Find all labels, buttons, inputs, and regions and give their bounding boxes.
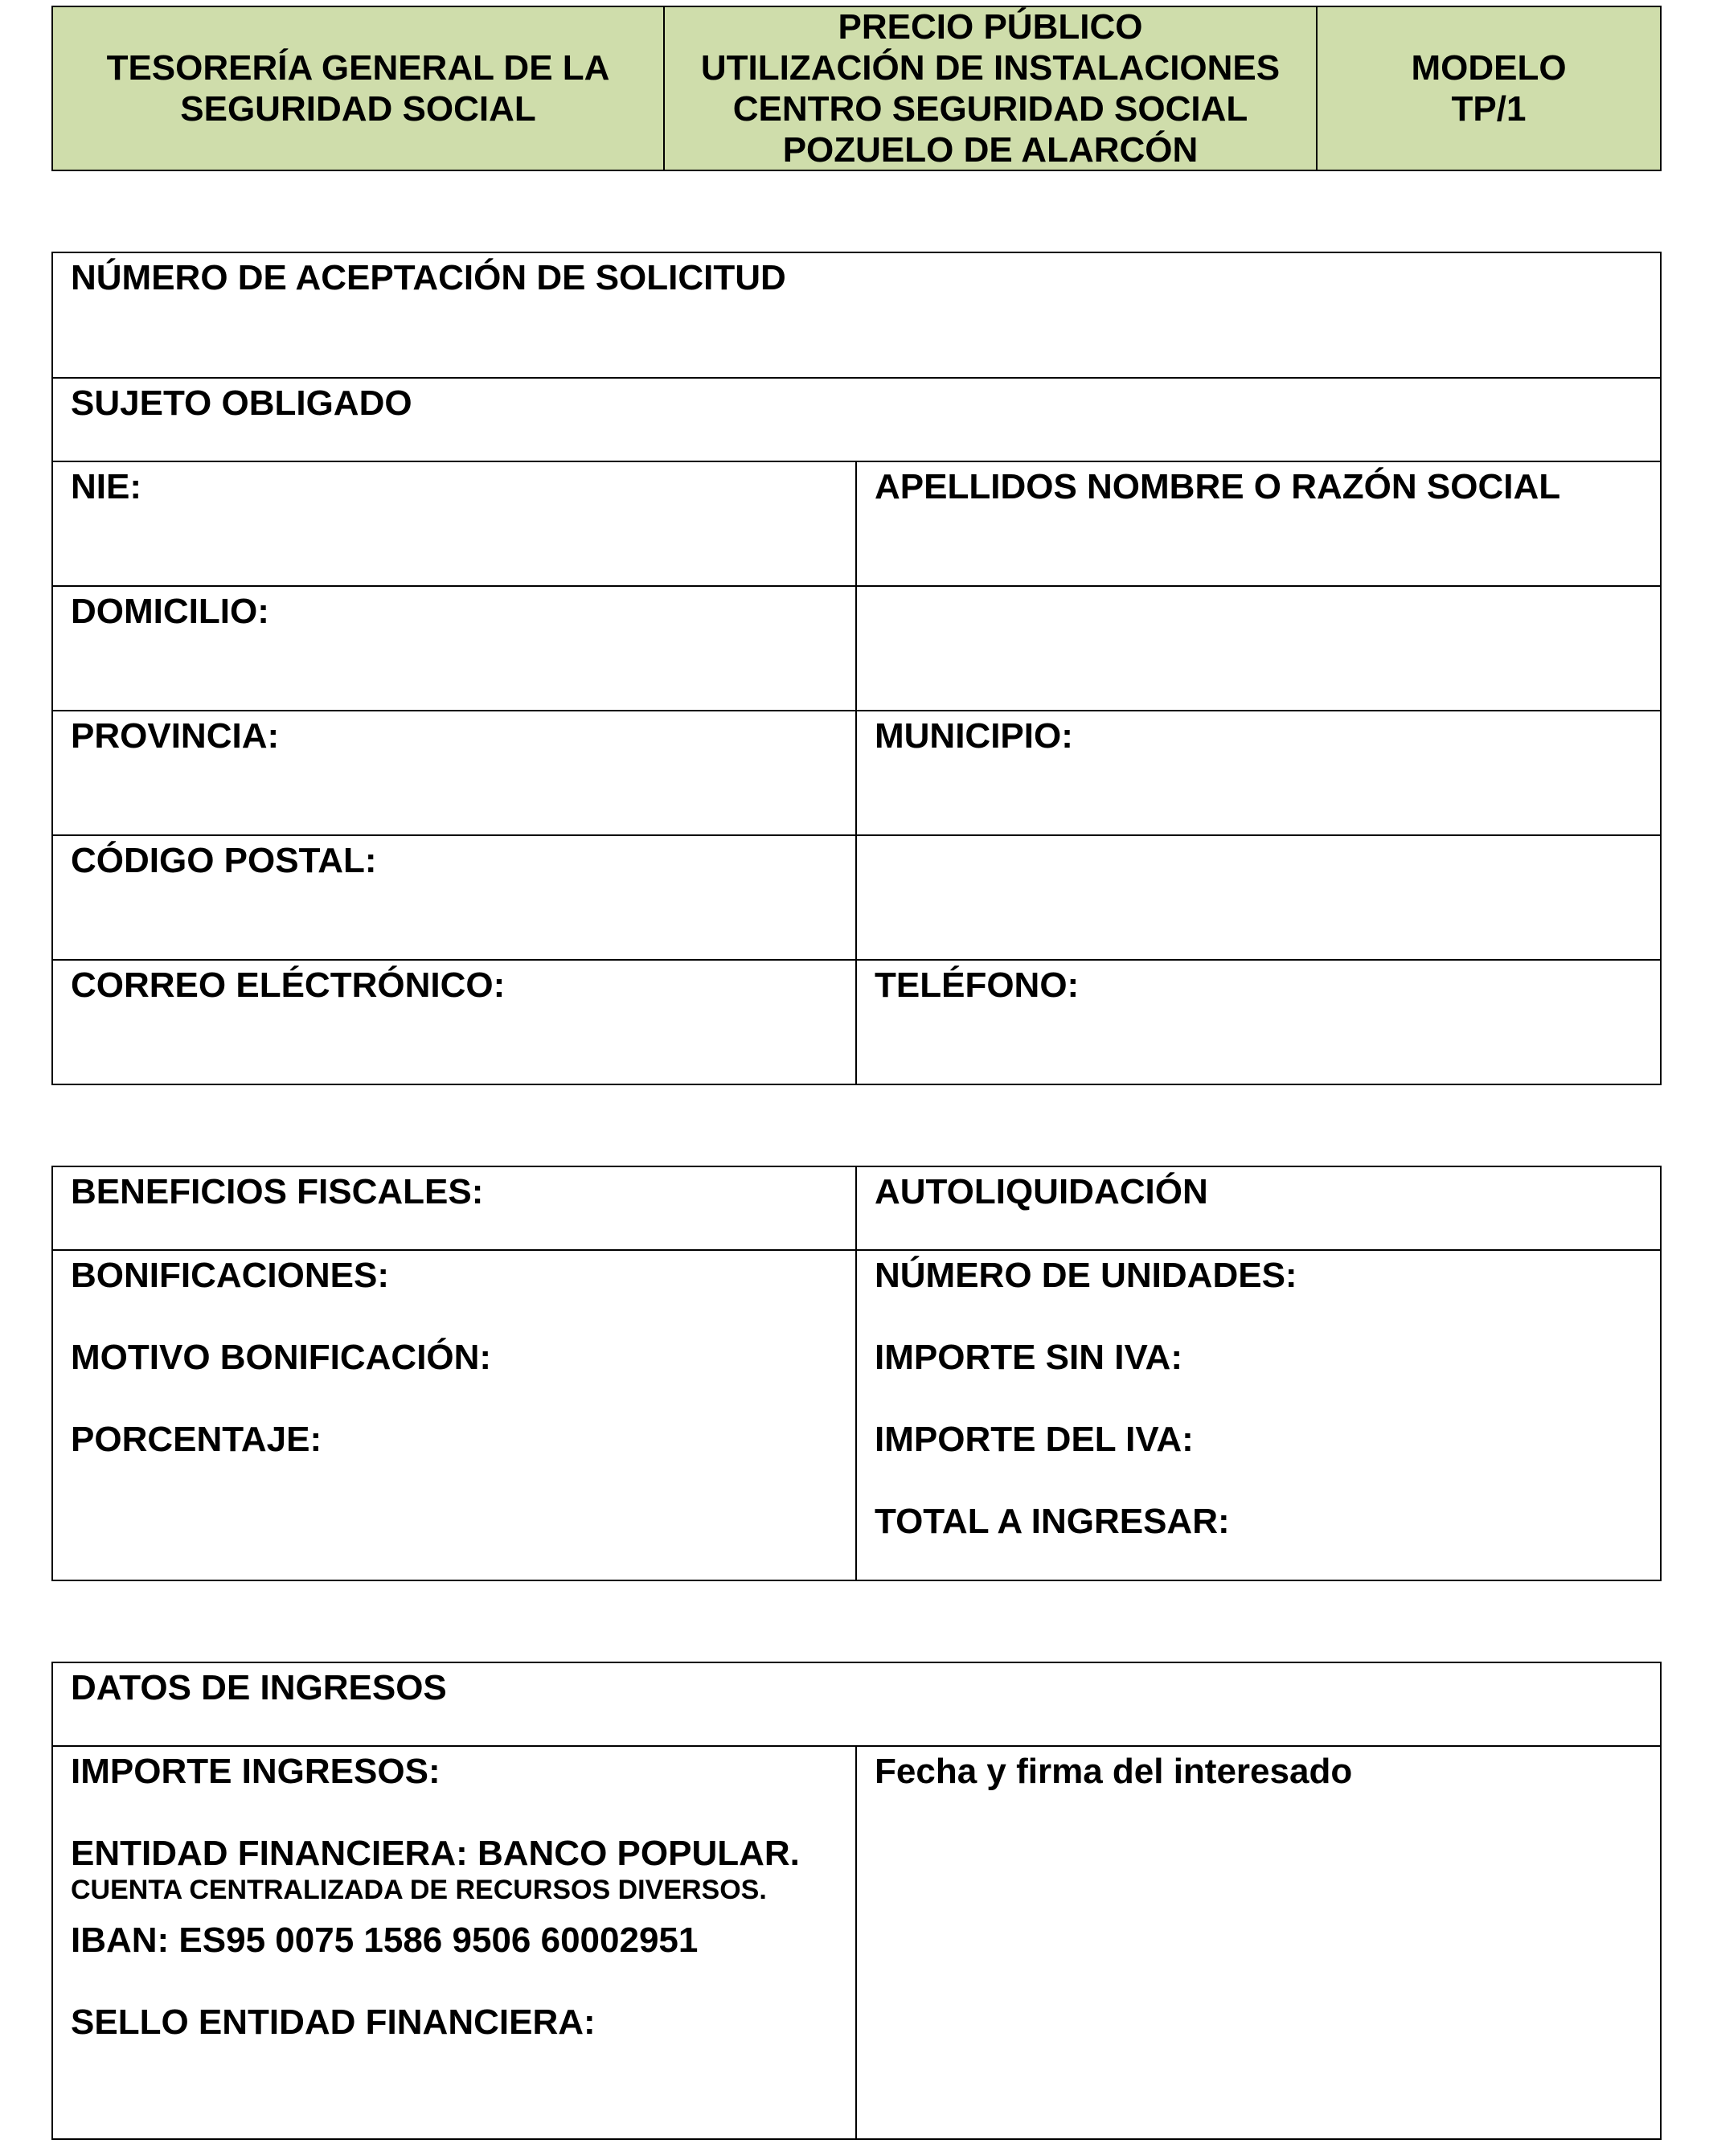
address-row xyxy=(53,587,1660,711)
obligated-subject-row xyxy=(53,379,1660,462)
name-label: APELLIDOS NOMBRE O RAZÓN SOCIAL xyxy=(875,467,1561,506)
payment-details xyxy=(53,1747,857,2138)
bonus-field[interactable]: BONIFICACIONES: xyxy=(71,1256,389,1295)
payment-heading-row xyxy=(53,1663,1660,1747)
acceptance-number-label: NÚMERO DE ACEPTACIÓN DE SOLICITUD xyxy=(71,258,786,297)
bank-stamp-field[interactable]: SELLO ENTIDAD FINANCIERA: xyxy=(71,2002,596,2042)
phone-label: TELÉFONO: xyxy=(875,965,1080,1005)
bank-account-description: CUENTA CENTRALIZADA DE RECURSOS DIVERSOS. xyxy=(71,1875,767,1905)
payment-details-row xyxy=(53,1747,1660,2138)
header-issuer-line-1: TESORERÍA GENERAL DE LA xyxy=(106,48,610,88)
address-label: DOMICILIO: xyxy=(71,592,269,631)
total-field[interactable]: TOTAL A INGRESAR: xyxy=(875,1502,1230,1541)
tax-benefits-heading xyxy=(53,1167,857,1249)
header-issuer xyxy=(53,7,665,170)
header-title xyxy=(665,7,1318,170)
acceptance-number-field[interactable] xyxy=(53,253,1660,377)
tax-benefits-label: BENEFICIOS FISCALES: xyxy=(71,1172,484,1211)
amount-section xyxy=(857,1251,1660,1580)
header-title-line-1: PRECIO PÚBLICO xyxy=(838,7,1143,47)
vat-amount-field[interactable]: IMPORTE DEL IVA: xyxy=(875,1420,1194,1459)
payment-heading xyxy=(53,1663,1660,1745)
header-model xyxy=(1318,7,1660,170)
postal-code-label: CÓDIGO POSTAL: xyxy=(71,841,377,880)
name-field[interactable] xyxy=(857,462,1660,585)
iban-text: IBAN: ES95 0075 1586 9506 60002951 xyxy=(71,1920,699,1960)
nie-label: NIE: xyxy=(71,467,141,506)
acceptance-number-row xyxy=(53,253,1660,379)
address-field[interactable] xyxy=(53,587,857,710)
email-field[interactable] xyxy=(53,961,857,1084)
email-phone-row xyxy=(53,961,1660,1084)
postal-code-row xyxy=(53,836,1660,961)
header-model-line-1: MODELO xyxy=(1411,48,1567,88)
nie-field[interactable] xyxy=(53,462,857,585)
signature-field[interactable] xyxy=(857,1747,1660,2138)
self-assessment-heading xyxy=(857,1167,1660,1249)
tax-benefits-row xyxy=(53,1167,1660,1251)
obligated-subject-label: SUJETO OBLIGADO xyxy=(71,383,412,423)
bonus-section xyxy=(53,1251,857,1580)
liquidation-table xyxy=(51,1166,1662,1581)
amounts-row xyxy=(53,1251,1660,1580)
units-field[interactable]: NÚMERO DE UNIDADES: xyxy=(875,1256,1297,1295)
email-label: CORREO ELÉCTRÓNICO: xyxy=(71,965,506,1005)
signature-label: Fecha y firma del interesado xyxy=(875,1752,1353,1791)
header-title-line-3: CENTRO SEGURIDAD SOCIAL xyxy=(732,89,1248,129)
amount-without-vat-field[interactable]: IMPORTE SIN IVA: xyxy=(875,1338,1182,1377)
form-header xyxy=(51,6,1662,171)
header-issuer-line-2: SEGURIDAD SOCIAL xyxy=(180,89,536,129)
percentage-field[interactable]: PORCENTAJE: xyxy=(71,1420,322,1459)
municipality-label: MUNICIPIO: xyxy=(875,716,1073,756)
province-field[interactable] xyxy=(53,711,857,834)
header-title-line-4: POZUELO DE ALARCÓN xyxy=(782,130,1199,170)
bonus-reason-field[interactable]: MOTIVO BONIFICACIÓN: xyxy=(71,1338,492,1377)
obligated-subject-heading xyxy=(53,379,1660,461)
address-field-continued[interactable] xyxy=(857,587,1660,710)
municipality-field[interactable] xyxy=(857,711,1660,834)
nie-name-row xyxy=(53,462,1660,587)
bank-entity-text: ENTIDAD FINANCIERA: BANCO POPULAR. xyxy=(71,1834,800,1873)
postal-code-field[interactable] xyxy=(53,836,857,959)
applicant-table xyxy=(51,252,1662,1085)
province-label: PROVINCIA: xyxy=(71,716,280,756)
self-assessment-label: AUTOLIQUIDACIÓN xyxy=(875,1172,1208,1211)
postal-code-field-continued[interactable] xyxy=(857,836,1660,959)
payment-amount-field[interactable]: IMPORTE INGRESOS: xyxy=(71,1752,441,1791)
payment-heading-label: DATOS DE INGRESOS xyxy=(71,1668,447,1707)
header-model-line-2: TP/1 xyxy=(1451,89,1527,129)
header-title-line-2: UTILIZACIÓN DE INSTALACIONES xyxy=(700,48,1281,88)
payment-table xyxy=(51,1662,1662,2140)
province-municipality-row xyxy=(53,711,1660,836)
phone-field[interactable] xyxy=(857,961,1660,1084)
